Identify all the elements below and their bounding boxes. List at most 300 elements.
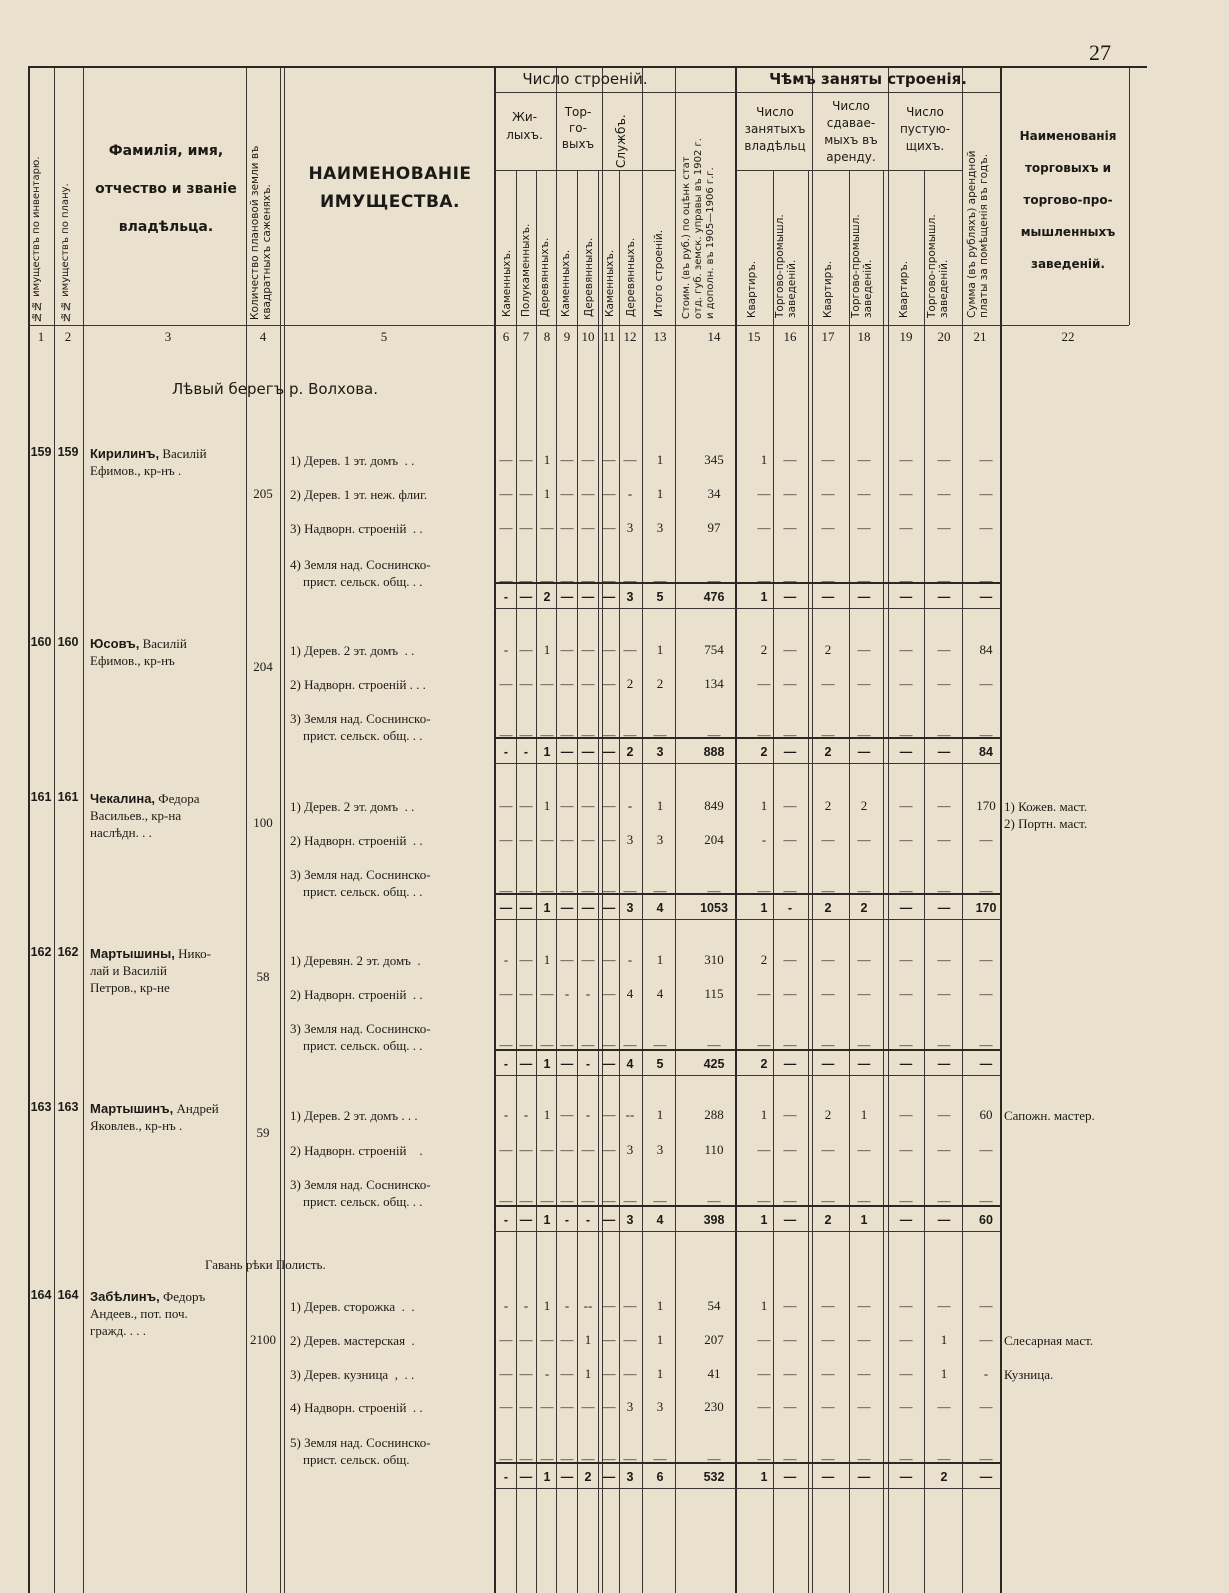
total-c12: 3 bbox=[626, 1470, 634, 1484]
header-sub-empty: Число пустую- щихъ. bbox=[899, 105, 951, 153]
cell-c9: — bbox=[560, 1332, 574, 1347]
total-c7: - bbox=[523, 745, 529, 759]
cell-c16: — bbox=[783, 676, 797, 691]
cell-c6: — bbox=[499, 727, 513, 742]
cell-c15: — bbox=[757, 1037, 771, 1052]
column-number-13: 13 bbox=[653, 329, 667, 344]
total-c9: — bbox=[560, 745, 574, 759]
cell-c21: 60 bbox=[979, 1107, 993, 1122]
owner-name bbox=[90, 635, 250, 669]
cell-c15: 2 bbox=[760, 642, 768, 657]
column-number-10: 10 bbox=[581, 329, 595, 344]
header-col10: Деревянныхъ. bbox=[583, 237, 595, 317]
total-c20: 2 bbox=[940, 1470, 948, 1484]
cell-c14: — bbox=[707, 1451, 721, 1466]
cell-c9: — bbox=[560, 642, 574, 657]
property-name: 3) Земля над. Соснинско- прист. сельск. общ. . . bbox=[290, 1177, 431, 1209]
cell-c13: 3 bbox=[656, 832, 664, 847]
establishment-name: Сапожн. мастер. bbox=[1004, 1108, 1095, 1123]
total-c8: 1 bbox=[543, 1470, 551, 1484]
total-c18: — bbox=[857, 590, 871, 604]
cell-c17: — bbox=[821, 573, 835, 588]
cell-c16: — bbox=[783, 1399, 797, 1414]
cell-c18: — bbox=[857, 1332, 871, 1347]
total-c11: — bbox=[602, 1213, 616, 1227]
header-rule bbox=[494, 170, 675, 171]
property-name: 1) Деревян. 2 эт. домъ . bbox=[290, 953, 421, 968]
cell-c11: — bbox=[602, 486, 616, 501]
total-c19: — bbox=[899, 1213, 913, 1227]
cell-c9: — bbox=[560, 1142, 574, 1157]
cell-c14: 110 bbox=[704, 1142, 724, 1157]
cell-c8: 1 bbox=[543, 452, 551, 467]
cell-c8: 1 bbox=[543, 1298, 551, 1313]
cell-c16: — bbox=[783, 727, 797, 742]
column-number-14: 14 bbox=[707, 329, 721, 344]
property-name: 3) Дерев. кузница , . . bbox=[290, 1367, 415, 1382]
owner-name bbox=[90, 445, 250, 479]
total-c10: — bbox=[581, 745, 595, 759]
column-border bbox=[280, 68, 281, 1593]
cell-c20: 1 bbox=[940, 1332, 948, 1347]
cell-c11: — bbox=[602, 1037, 616, 1052]
total-c19: — bbox=[899, 745, 913, 759]
cell-c9: — bbox=[560, 952, 574, 967]
cell-c21: — bbox=[979, 573, 993, 588]
owner-surname: Кирилинъ, bbox=[90, 446, 160, 461]
cell-c14: 115 bbox=[704, 986, 724, 1001]
cell-c21: — bbox=[979, 727, 993, 742]
header-rule bbox=[735, 170, 962, 171]
cell-c10: — bbox=[581, 832, 595, 847]
cell-c21: — bbox=[979, 986, 993, 1001]
total-c13: 5 bbox=[656, 1057, 664, 1071]
cell-c6: — bbox=[499, 1399, 513, 1414]
cell-c21: — bbox=[979, 1298, 993, 1313]
cell-c7: — bbox=[519, 727, 533, 742]
cell-c17: — bbox=[821, 676, 835, 691]
header-sub-service: Службъ. bbox=[614, 114, 628, 168]
column-number-22: 22 bbox=[1061, 329, 1075, 344]
cell-c17: — bbox=[821, 1142, 835, 1157]
owner-surname: Мартышины, bbox=[90, 946, 175, 961]
total-c16: — bbox=[783, 1213, 797, 1227]
column-number-5: 5 bbox=[380, 329, 388, 344]
inventory-number: 161 bbox=[30, 790, 52, 804]
total-c21: — bbox=[979, 1057, 993, 1071]
plan-number: 163 bbox=[57, 1100, 79, 1114]
cell-c19: — bbox=[899, 1037, 913, 1052]
cell-c13: — bbox=[653, 573, 667, 588]
total-c19: — bbox=[899, 590, 913, 604]
cell-c16: — bbox=[783, 1451, 797, 1466]
header-rule bbox=[494, 92, 1000, 93]
cell-c17: — bbox=[821, 986, 835, 1001]
property-name: 1) Дерев. 2 эт. домъ . . bbox=[290, 799, 415, 814]
cell-c19: — bbox=[899, 520, 913, 535]
cell-c7: — bbox=[519, 1366, 533, 1381]
total-c17: 2 bbox=[824, 901, 832, 915]
header-col19: Квартиръ. bbox=[898, 260, 910, 318]
column-border bbox=[28, 68, 30, 1593]
cell-c14: — bbox=[707, 727, 721, 742]
column-number-17: 17 bbox=[821, 329, 835, 344]
total-c18: 2 bbox=[860, 901, 868, 915]
column-number-3: 3 bbox=[164, 329, 172, 344]
cell-c7: — bbox=[519, 676, 533, 691]
cell-c10: — bbox=[581, 1037, 595, 1052]
total-c12: 3 bbox=[626, 1213, 634, 1227]
header-col12: Деревянныхъ. bbox=[625, 237, 637, 317]
cell-c21: — bbox=[979, 1332, 993, 1347]
column-number-19: 19 bbox=[899, 329, 913, 344]
cell-c13: 1 bbox=[656, 452, 664, 467]
cell-c20: — bbox=[937, 452, 951, 467]
cell-c8: — bbox=[540, 520, 554, 535]
total-c10: 2 bbox=[584, 1470, 592, 1484]
cell-c14: — bbox=[707, 1037, 721, 1052]
cell-c19: — bbox=[899, 986, 913, 1001]
cell-c19: — bbox=[899, 452, 913, 467]
owner-surname: Забѣлинъ, bbox=[90, 1289, 160, 1304]
cell-c18: 2 bbox=[860, 798, 868, 813]
header-col1: №№ имуществъ по инвентарю. bbox=[31, 156, 42, 322]
cell-c13: — bbox=[653, 727, 667, 742]
cell-c17: 2 bbox=[824, 798, 832, 813]
cell-c21: — bbox=[979, 883, 993, 898]
plan-number: 161 bbox=[57, 790, 79, 804]
header-bottom-rule bbox=[28, 325, 1129, 326]
column-border bbox=[1000, 68, 1002, 1593]
cell-c17: — bbox=[821, 1193, 835, 1208]
total-rule-bottom bbox=[494, 919, 1000, 920]
cell-c12: - bbox=[627, 952, 633, 967]
total-c13: 6 bbox=[656, 1470, 664, 1484]
total-c13: 4 bbox=[656, 901, 664, 915]
column-number-8: 8 bbox=[543, 329, 551, 344]
total-rule bbox=[494, 1462, 1000, 1464]
cell-c19: — bbox=[899, 798, 913, 813]
cell-c17: — bbox=[821, 727, 835, 742]
cell-c15: — bbox=[757, 573, 771, 588]
cell-c13: — bbox=[653, 1451, 667, 1466]
cell-c19: — bbox=[899, 1142, 913, 1157]
cell-c12: — bbox=[623, 1332, 637, 1347]
cell-c12: 2 bbox=[626, 676, 634, 691]
cell-c6: — bbox=[499, 1366, 513, 1381]
cell-c20: — bbox=[937, 642, 951, 657]
cell-c15: 1 bbox=[760, 798, 768, 813]
column-border bbox=[808, 170, 809, 1593]
cell-c9: — bbox=[560, 520, 574, 535]
cell-c20: — bbox=[937, 798, 951, 813]
cell-c20: — bbox=[937, 486, 951, 501]
property-name: 2) Надворн. строеній . . bbox=[290, 987, 423, 1002]
total-c10: - bbox=[585, 1213, 591, 1227]
section-title-left-bank: Лѣвый берегъ р. Волхова. bbox=[172, 380, 379, 398]
cell-c19: — bbox=[899, 1451, 913, 1466]
owner-details: Федоръ Андеев., пот. поч. гражд. . . . bbox=[90, 1289, 206, 1338]
cell-c21: — bbox=[979, 1399, 993, 1414]
property-name: 4) Надворн. строеній . . bbox=[290, 1400, 423, 1415]
total-c15: 2 bbox=[760, 1057, 768, 1071]
cell-c16: — bbox=[783, 952, 797, 967]
cell-c15: — bbox=[757, 1142, 771, 1157]
cell-c13: 3 bbox=[656, 1142, 664, 1157]
cell-c10: 1 bbox=[584, 1366, 592, 1381]
column-border bbox=[883, 170, 884, 1593]
cell-c16: — bbox=[783, 1142, 797, 1157]
cell-c14: 288 bbox=[704, 1107, 724, 1122]
cell-c12: - bbox=[627, 486, 633, 501]
cell-c18: — bbox=[857, 573, 871, 588]
cell-c16: — bbox=[783, 883, 797, 898]
cell-c15: 1 bbox=[760, 1298, 768, 1313]
cell-c11: — bbox=[602, 832, 616, 847]
cell-c12: — bbox=[623, 1298, 637, 1313]
cell-c9: — bbox=[560, 486, 574, 501]
cell-c10: — bbox=[581, 1193, 595, 1208]
cell-c10: - bbox=[585, 1107, 591, 1122]
cell-c9: — bbox=[560, 1107, 574, 1122]
total-c17: 2 bbox=[824, 745, 832, 759]
cell-c14: — bbox=[707, 573, 721, 588]
column-border bbox=[494, 68, 496, 1593]
cell-c15: — bbox=[757, 727, 771, 742]
cell-c11: — bbox=[602, 1193, 616, 1208]
cell-c13: — bbox=[653, 1037, 667, 1052]
cell-c10: 1 bbox=[584, 1332, 592, 1347]
total-c19: — bbox=[899, 901, 913, 915]
cell-c8: — bbox=[540, 1332, 554, 1347]
total-c18: — bbox=[857, 1470, 871, 1484]
cell-c8: — bbox=[540, 1037, 554, 1052]
cell-c8: 1 bbox=[543, 486, 551, 501]
cell-c16: — bbox=[783, 573, 797, 588]
cell-c14: — bbox=[707, 1193, 721, 1208]
cell-c12: 3 bbox=[626, 1399, 634, 1414]
cell-c18: — bbox=[857, 520, 871, 535]
total-c8: 1 bbox=[543, 1057, 551, 1071]
column-number-2: 2 bbox=[64, 329, 72, 344]
cell-c21: — bbox=[979, 1142, 993, 1157]
header-col20: Торгово-промышл. заведеній. bbox=[926, 214, 950, 318]
cell-c12: — bbox=[623, 1451, 637, 1466]
cell-c19: — bbox=[899, 486, 913, 501]
cell-c15: — bbox=[757, 1451, 771, 1466]
cell-c17: 2 bbox=[824, 1107, 832, 1122]
property-name: 2) Надворн. строеній . . bbox=[290, 833, 423, 848]
cell-c15: 2 bbox=[760, 952, 768, 967]
land-area: 59 bbox=[256, 1124, 270, 1140]
total-c14: 1053 bbox=[700, 901, 728, 915]
cell-c20: — bbox=[937, 573, 951, 588]
section-title-harbour: Гавань рѣки Полисть. bbox=[205, 1257, 326, 1272]
cell-c10: — bbox=[581, 486, 595, 501]
cell-c18: — bbox=[857, 832, 871, 847]
cell-c20: — bbox=[937, 1193, 951, 1208]
total-c15: 1 bbox=[760, 1470, 768, 1484]
cell-c16: — bbox=[783, 642, 797, 657]
total-c16: — bbox=[783, 1057, 797, 1071]
cell-c6: - bbox=[503, 1298, 509, 1313]
owner-surname: Мартышинъ, bbox=[90, 1101, 174, 1116]
land-area: 204 bbox=[253, 659, 273, 674]
column-border bbox=[924, 170, 925, 1593]
cell-c8: — bbox=[540, 1399, 554, 1414]
property-name: 5) Земля над. Соснинско- прист. сельск. общ. bbox=[290, 1435, 431, 1467]
cell-c6: - bbox=[503, 642, 509, 657]
total-c18: — bbox=[857, 745, 871, 759]
cell-c9: — bbox=[560, 798, 574, 813]
cell-c18: 1 bbox=[860, 1107, 868, 1122]
owner-name bbox=[90, 1288, 250, 1339]
cell-c20: — bbox=[937, 1451, 951, 1466]
cell-c13: 3 bbox=[656, 520, 664, 535]
header-group-occupied: Чѣмъ заняты строенія. bbox=[769, 70, 967, 88]
cell-c7: - bbox=[523, 1107, 529, 1122]
cell-c11: — bbox=[602, 1142, 616, 1157]
total-c16: — bbox=[783, 1470, 797, 1484]
total-c6: - bbox=[503, 1057, 509, 1071]
header-col2: №№ имуществъ по плану. bbox=[60, 183, 71, 322]
cell-c18: — bbox=[857, 642, 871, 657]
cell-c18: — bbox=[857, 1366, 871, 1381]
cell-c12: 3 bbox=[626, 520, 634, 535]
cell-c20: — bbox=[937, 952, 951, 967]
cell-c13: 3 bbox=[656, 1399, 664, 1414]
cell-c7: — bbox=[519, 1332, 533, 1347]
cell-c19: — bbox=[899, 727, 913, 742]
cell-c6: - bbox=[503, 1107, 509, 1122]
total-c20: — bbox=[937, 901, 951, 915]
cell-c19: — bbox=[899, 573, 913, 588]
cell-c8: — bbox=[540, 1451, 554, 1466]
cell-c12: -- bbox=[625, 1107, 635, 1122]
owner-name bbox=[90, 790, 250, 841]
page-number: 27 bbox=[1089, 40, 1111, 65]
total-c18: 1 bbox=[860, 1213, 868, 1227]
total-c10: — bbox=[581, 901, 595, 915]
cell-c16: — bbox=[783, 1037, 797, 1052]
cell-c16: — bbox=[783, 520, 797, 535]
total-c14: 476 bbox=[703, 590, 725, 604]
cell-c11: — bbox=[602, 1451, 616, 1466]
cell-c20: — bbox=[937, 883, 951, 898]
total-c9: — bbox=[560, 1057, 574, 1071]
cell-c7: — bbox=[519, 1193, 533, 1208]
cell-c6: — bbox=[499, 1037, 513, 1052]
inventory-number: 159 bbox=[30, 445, 52, 459]
cell-c21: — bbox=[979, 1037, 993, 1052]
column-border bbox=[888, 68, 889, 1593]
column-number-1: 1 bbox=[37, 329, 45, 344]
cell-c21: — bbox=[979, 676, 993, 691]
cell-c18: — bbox=[857, 1037, 871, 1052]
cell-c21: — bbox=[979, 1451, 993, 1466]
owner-name bbox=[90, 1100, 250, 1134]
property-name: 1) Дерев. 2 эт. домъ . . bbox=[290, 643, 415, 658]
cell-c13: — bbox=[653, 883, 667, 898]
cell-c11: — bbox=[602, 798, 616, 813]
cell-c8: — bbox=[540, 832, 554, 847]
property-name: 4) Земля над. Соснинско- прист. сельск. общ. . . bbox=[290, 557, 431, 589]
header-sub-residential: Жи- лыхъ. bbox=[506, 110, 543, 142]
cell-c8: 1 bbox=[543, 952, 551, 967]
column-border bbox=[642, 68, 643, 1593]
cell-c10: — bbox=[581, 883, 595, 898]
total-c12: 3 bbox=[626, 901, 634, 915]
cell-c20: — bbox=[937, 1399, 951, 1414]
cell-c18: — bbox=[857, 676, 871, 691]
inventory-number: 163 bbox=[30, 1100, 52, 1114]
cell-c10: — bbox=[581, 520, 595, 535]
top-rule bbox=[28, 66, 1147, 68]
header-sub-owner: Число занятыхъ владѣльц bbox=[744, 105, 806, 153]
total-rule-bottom bbox=[494, 1488, 1000, 1489]
cell-c15: — bbox=[757, 676, 771, 691]
total-c14: 398 bbox=[703, 1213, 725, 1227]
cell-c7: — bbox=[519, 1399, 533, 1414]
property-name: 1) Дерев. 1 эт. домъ . . bbox=[290, 453, 415, 468]
total-c17: — bbox=[821, 1470, 835, 1484]
cell-c19: — bbox=[899, 676, 913, 691]
total-rule bbox=[494, 582, 1000, 584]
total-c15: 1 bbox=[760, 1213, 768, 1227]
cell-c21: - bbox=[983, 1366, 989, 1381]
cell-c6: — bbox=[499, 573, 513, 588]
total-rule bbox=[494, 893, 1000, 895]
header-col5: НАИМЕНОВАНІЕ ИМУЩЕСТВА. bbox=[308, 164, 472, 212]
cell-c12: — bbox=[623, 452, 637, 467]
cell-c21: — bbox=[979, 520, 993, 535]
owner-details: Федора Васильев., кр-на наслѣдн. . . bbox=[90, 791, 200, 840]
total-c11: — bbox=[602, 901, 616, 915]
total-c15: 2 bbox=[760, 745, 768, 759]
total-c11: — bbox=[602, 745, 616, 759]
cell-c19: — bbox=[899, 952, 913, 967]
total-rule bbox=[494, 737, 1000, 739]
cell-c6: — bbox=[499, 832, 513, 847]
header-col9: Каменныхъ. bbox=[560, 249, 572, 317]
cell-c20: — bbox=[937, 1037, 951, 1052]
total-c13: 3 bbox=[656, 745, 664, 759]
cell-c9: — bbox=[560, 832, 574, 847]
column-border bbox=[83, 68, 84, 1593]
cell-c21: — bbox=[979, 832, 993, 847]
cell-c17: — bbox=[821, 1298, 835, 1313]
establishment-name: Кузница. bbox=[1004, 1367, 1054, 1382]
cell-c18: — bbox=[857, 986, 871, 1001]
plan-number: 162 bbox=[57, 945, 79, 959]
cell-c14: 97 bbox=[707, 520, 721, 535]
total-c12: 4 bbox=[626, 1057, 634, 1071]
cell-c10: — bbox=[581, 676, 595, 691]
total-c21: 60 bbox=[979, 1213, 993, 1227]
cell-c11: — bbox=[602, 1332, 616, 1347]
total-c6: - bbox=[503, 745, 509, 759]
cell-c15: — bbox=[757, 520, 771, 535]
cell-c17: — bbox=[821, 832, 835, 847]
cell-c7: — bbox=[519, 986, 533, 1001]
cell-c15: — bbox=[757, 986, 771, 1001]
cell-c20: — bbox=[937, 986, 951, 1001]
cell-c13: 1 bbox=[656, 952, 664, 967]
establishment-name: 1) Кожев. маст. 2) Портн. маст. bbox=[1004, 799, 1088, 831]
cell-c12: — bbox=[623, 1037, 637, 1052]
cell-c8: 1 bbox=[543, 1107, 551, 1122]
cell-c11: — bbox=[602, 1366, 616, 1381]
